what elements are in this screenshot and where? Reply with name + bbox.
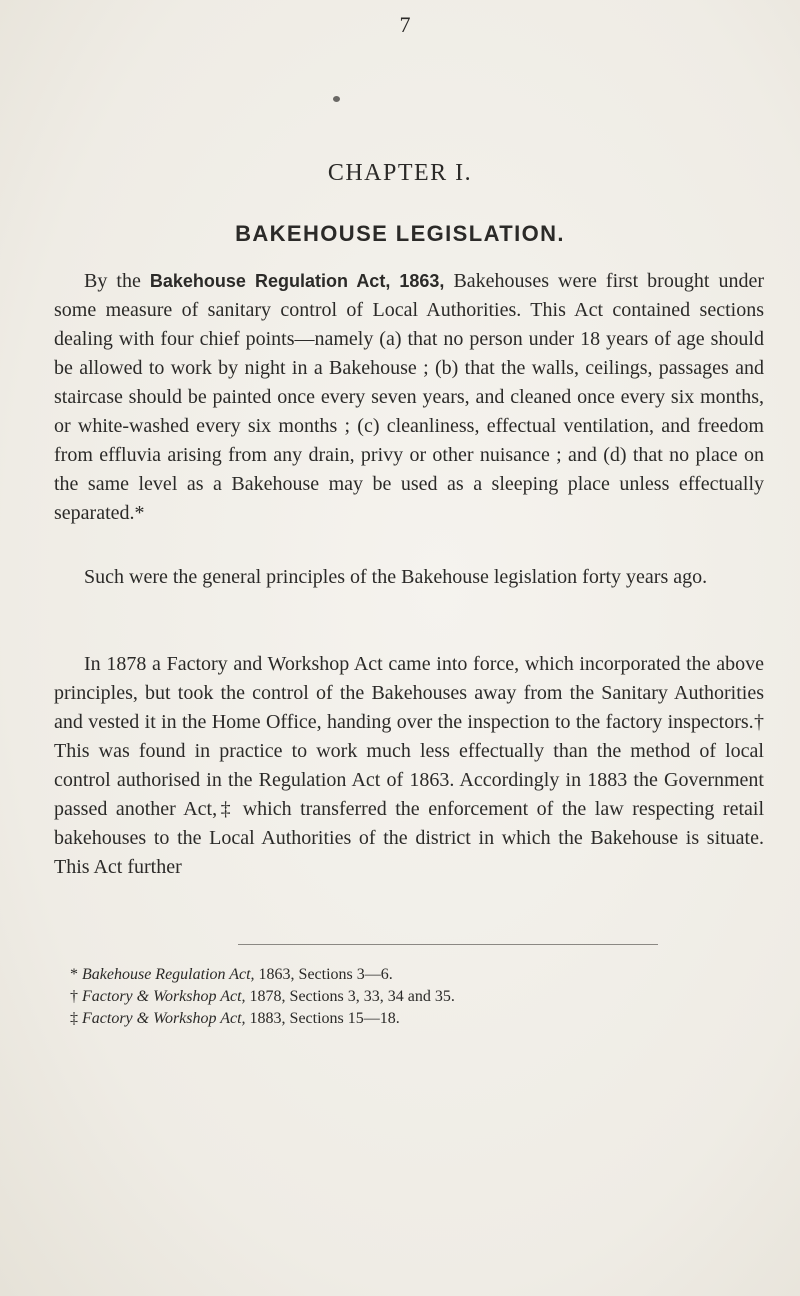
page-number: 7 (399, 12, 411, 37)
footnote-1 (70, 964, 770, 986)
paragraph-1-text: Bakehouses were first brought under some measure of sanitary control of Local Authorities. This Act contained sections dealing with four chief points—namely (a) that no person under 18 years of age should be allowed to work by night in a Bakehouse ; (b) that the walls, ceilings, passages and staircase should be painted once every seven years, and cleaned once every six months, or white-washed every six months ; (c) cleanliness, effectual ventilation, and freedom from effluvia arising from any drain, privy or other nuisance ; and (d) that no place on the same level as a Bakehouse may be used as a sleeping place unless effectually separated.* (54, 270, 764, 524)
ink-spot (333, 96, 340, 102)
footnote-mark: * (70, 966, 78, 983)
footnote-rule (238, 944, 658, 945)
footnote-detail: 1878, Sections 3, 33, 34 and 35. (245, 988, 455, 1005)
footnote-detail: 1863, Sections 3—6. (254, 966, 393, 983)
paragraph-3: In 1878 a Factory and Workshop Act came into force, which incorporated the above principles, but took the control of the Bakehouses away from the Sanitary Authorities and vested it in the Home Office, handing over the inspection to the factory inspectors.† This was found in practice to work much less effectually than the method of local control authorised in the Regulation Act of 1863. Accordingly in 1883 the Government passed another Act,‡ which transferred the enforcement of the law respecting retail bakehouses to the Local Authorities of the district in which the Bakehouse is situate. This Act further (54, 653, 764, 878)
footnote-act: Factory & Workshop Act, (82, 1010, 246, 1027)
footnotes (70, 964, 770, 1030)
footnote-mark: † (70, 988, 78, 1005)
footnote-mark: ‡ (70, 1010, 78, 1027)
footnote-2 (70, 986, 770, 1008)
paragraph-1-lead: By the (84, 270, 150, 292)
paragraph-1 (54, 267, 764, 528)
footnote-act: Bakehouse Regulation Act, (82, 966, 255, 983)
act-name: Bakehouse Regulation Act, 1863, (149, 271, 445, 291)
paragraph-2: Such were the general principles of the Bakehouse legislation forty years ago. (84, 566, 708, 588)
chapter-title: BAKEHOUSE LEGISLATION. (235, 221, 565, 246)
chapter-heading: CHAPTER I. (327, 160, 473, 186)
footnote-3 (70, 1008, 770, 1030)
footnote-detail: 1883, Sections 15—18. (245, 1010, 400, 1027)
footnote-act: Factory & Workshop Act, (82, 988, 246, 1005)
